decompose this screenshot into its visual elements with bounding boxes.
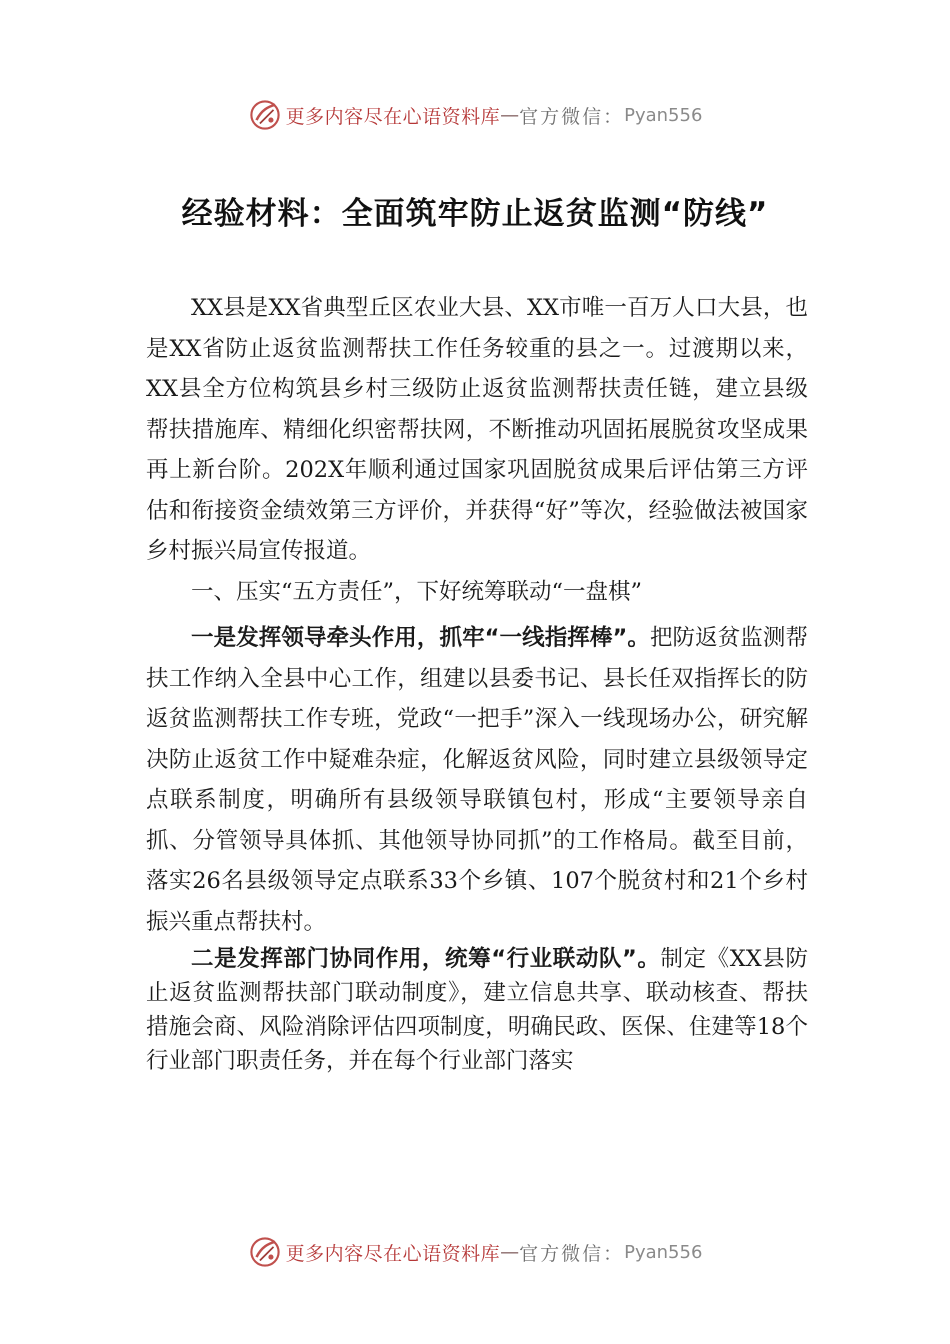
footer-watermark-banner — [0, 1232, 950, 1272]
document-body — [146, 288, 808, 1078]
point-1-paragraph — [146, 618, 808, 942]
brand-logo-icon — [248, 1235, 282, 1269]
header-watermark-banner — [0, 95, 950, 135]
banner-wechat-id: Pyan556 — [624, 1241, 703, 1263]
section-heading-1: 一、压实“五方责任”，下好统筹联动“一盘棋” — [191, 578, 643, 605]
point-1-lead: 一是发挥领导牵头作用，抓牢“一线指挥棒”。 — [191, 625, 650, 651]
point-2-paragraph — [146, 942, 808, 1078]
banner-separator: — — [500, 1241, 520, 1263]
banner-wechat-label: 官方微信： — [519, 1242, 625, 1265]
intro-paragraph: XX县是XX省典型丘区农业大县、XX市唯一百万人口大县，也是XX省防止返贫监测帮扶工作任务较重的县之一。过渡期以来，XX县全方位构筑县乡村三级防止返贫监测帮扶责任链，建立县级帮扶措施库、精细化织密帮扶网，不断推动巩固拓展脱贫攻坚成果再上新台阶。202X年顺利通过国家巩固脱贫成果后评估第三方评估和衔接资金绩效第三方评价，并获得“好”等次，经验做法被国家乡村振兴局宣传报道。 — [146, 295, 808, 564]
banner-wechat-label: 官方微信： — [519, 105, 625, 128]
banner-wechat-id: Pyan556 — [624, 104, 703, 126]
banner-brand-text: 更多内容尽在心语资料库 — [285, 1242, 501, 1265]
point-2-text: 制定《XX县防止返贫监测帮扶部门联动制度》，建立信息共享、联动核查、帮扶措施会商、风险消除评估四项制度，明确民政、医保、住建等18个行业部门职责任务，并在每个行业部门落实 — [146, 946, 808, 1074]
point-1-text: 把防返贫监测帮扶工作纳入全县中心工作，组建以县委书记、县长任双指挥长的防返贫监测帮扶工作专班，党政“一把手”深入一线现场办公，研究解决防止返贫工作中疑难杂症，化解返贫风险，同时建立县级领导定点联系制度，明确所有县级领导联镇包村，形成“主要领导亲自抓、分管领导具体抓、其他领导协同抓”的工作格局。截至目前，落实26名县级领导定点联系33个乡镇、107个脱贫村和21个乡村振兴重点帮扶村。 — [146, 625, 808, 935]
banner-separator: — — [500, 104, 520, 126]
banner-brand-text: 更多内容尽在心语资料库 — [285, 105, 501, 128]
point-2-lead: 二是发挥部门协同作用，统筹“行业联动队”。 — [191, 946, 661, 972]
brand-logo-icon — [248, 98, 282, 132]
document-title: 经验材料：全面筑牢防止返贫监测“防线” — [181, 196, 769, 232]
